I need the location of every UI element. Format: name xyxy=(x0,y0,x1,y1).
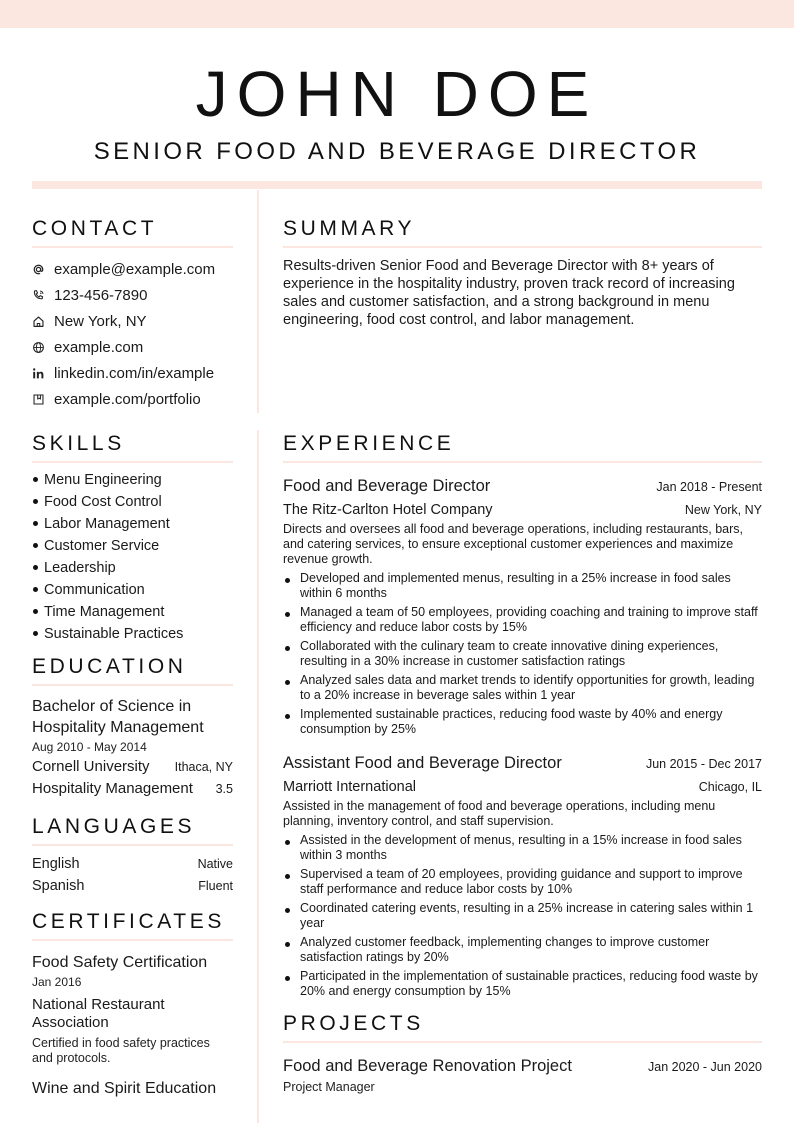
job-company-row xyxy=(283,500,762,520)
contact-website[interactable] xyxy=(32,334,233,360)
education-major-row xyxy=(32,778,233,800)
job-entry xyxy=(283,476,762,737)
languages-section xyxy=(32,816,233,897)
contact-website-text: example.com xyxy=(54,338,144,356)
job-title: Assistant Food and Beverage Director xyxy=(283,754,562,772)
certificate-org: National Restaurant Association xyxy=(32,996,165,1031)
resume-title: SENIOR FOOD AND BEVERAGE DIRECTOR xyxy=(93,138,701,165)
education-school-row xyxy=(32,756,233,778)
job-bullets xyxy=(283,571,762,737)
job-bullet: Analyzed sales data and market trends to identify opportunities for growth, leading to a 20% increase in beverage sales within 1 year xyxy=(283,673,762,703)
languages-heading: LANGUAGES xyxy=(32,816,233,846)
bullet-dot xyxy=(33,521,38,526)
project-dates: Jan 2020 - Jun 2020 xyxy=(648,1060,762,1074)
job-company: Marriott International xyxy=(283,779,416,795)
job-bullet: Analyzed customer feedback, implementing changes to improve customer satisfaction ratings by 20% xyxy=(283,935,762,965)
skill-label: Sustainable Practices xyxy=(44,626,184,642)
bullet-dot xyxy=(33,565,38,570)
job-bullet: Managed a team of 50 employees, providing coaching and training to improve staff efficiency and reduce labor costs by 15% xyxy=(283,605,762,635)
portfolio-icon xyxy=(32,393,45,406)
language-level: Native xyxy=(197,857,233,871)
language-level: Fluent xyxy=(198,879,233,893)
certificate-title: Food Safety Certification xyxy=(32,954,208,971)
bullet-dot xyxy=(33,499,38,504)
resume-name: JOHN DOE xyxy=(195,58,599,130)
contact-section xyxy=(32,218,233,412)
contact-email-text: example@example.com xyxy=(54,260,216,278)
bullet-dot xyxy=(33,631,38,636)
job-bullet: Developed and implemented menus, resulting in a 25% increase in food sales within 6 months xyxy=(283,571,762,601)
summary-heading: SUMMARY xyxy=(283,218,762,248)
skill-label: Leadership xyxy=(44,560,116,576)
home-icon xyxy=(32,315,45,328)
contact-phone-text: 123-456-7890 xyxy=(54,286,148,304)
job-bullet: Coordinated catering events, resulting in a 25% increase in catering sales within 1 year xyxy=(283,901,762,931)
skill-item xyxy=(32,579,233,601)
summary-section xyxy=(283,218,762,329)
language-name: Spanish xyxy=(32,878,85,894)
job-company-row xyxy=(283,777,762,797)
project-title: Food and Beverage Renovation Project xyxy=(283,1057,572,1075)
education-degree: Bachelor of Science in Hospitality Management xyxy=(32,698,204,736)
skill-label: Labor Management xyxy=(44,516,170,532)
skill-label: Customer Service xyxy=(44,538,160,554)
languages-list xyxy=(32,853,233,897)
skills-list xyxy=(32,469,233,645)
contact-list xyxy=(32,256,233,412)
language-name: English xyxy=(32,856,80,872)
education-heading: EDUCATION xyxy=(32,656,233,686)
projects-section xyxy=(283,1013,762,1094)
globe-icon xyxy=(32,341,45,354)
job-bullet: Collaborated with the culinary team to create innovative dining experiences, resulting in a 30% increase in customer satisfaction ratings xyxy=(283,639,762,669)
skill-item xyxy=(32,469,233,491)
job-location: Chicago, IL xyxy=(698,780,762,794)
job-bullet: Implemented sustainable practices, reducing food waste by 40% and energy consumption by 25% xyxy=(283,707,762,737)
column-divider-bottom xyxy=(257,430,259,1123)
job-location: New York, NY xyxy=(684,503,762,517)
experience-section xyxy=(283,433,762,1003)
contact-portfolio[interactable] xyxy=(32,386,233,412)
contact-linkedin-text: linkedin.com/in/example xyxy=(54,364,215,382)
job-description: Directs and oversees all food and beverage operations, including restaurants, bars, and catering services, to ensure exceptional customer experiences and maximize revenue growth. xyxy=(283,522,743,566)
top-accent-band xyxy=(0,0,794,28)
job-company: The Ritz-Carlton Hotel Company xyxy=(283,502,493,518)
bullet-dot xyxy=(33,587,38,592)
phone-icon xyxy=(32,289,45,302)
skill-item xyxy=(32,623,233,645)
skill-label: Communication xyxy=(44,582,145,598)
language-row xyxy=(32,875,233,897)
bullet-dot xyxy=(33,609,38,614)
project-header xyxy=(283,1056,762,1077)
job-title: Food and Beverage Director xyxy=(283,477,491,495)
contact-heading: CONTACT xyxy=(32,218,233,248)
education-location: Ithaca, NY xyxy=(174,760,233,774)
education-section xyxy=(32,656,233,800)
skill-item xyxy=(32,557,233,579)
contact-location xyxy=(32,308,233,334)
project-role: Project Manager xyxy=(283,1080,375,1094)
certificates-heading: CERTIFICATES xyxy=(32,911,233,941)
skill-item xyxy=(32,601,233,623)
education-dates: Aug 2010 - May 2014 xyxy=(32,740,147,754)
job-bullet: Supervised a team of 20 employees, providing guidance and support to improve staff performance and reduce labor costs by 10% xyxy=(283,867,762,897)
job-bullet: Participated in the implementation of sustainable practices, reducing food waste by 20% and energy consumption by 15% xyxy=(283,969,762,999)
linkedin-icon xyxy=(32,367,45,380)
experience-heading: EXPERIENCE xyxy=(283,433,762,463)
skills-heading: SKILLS xyxy=(32,433,233,463)
skill-item xyxy=(32,491,233,513)
certificate-desc: Certified in food safety practices and protocols. xyxy=(32,1036,210,1065)
summary-text: Results-driven Senior Food and Beverage Director with 8+ years of experience in the hospitality industry, proven track record of increasing sales and customer satisfaction, and a strong background in menu engineering, food cost control, and labor management. xyxy=(283,258,735,328)
education-school: Cornell University xyxy=(32,758,150,775)
bullet-dot xyxy=(33,477,38,482)
education-major: Hospitality Management xyxy=(32,780,193,797)
language-row xyxy=(32,853,233,875)
skill-label: Food Cost Control xyxy=(44,494,162,510)
job-bullet: Assisted in the development of menus, resulting in a 15% increase in food sales within 3 months xyxy=(283,833,762,863)
at-icon xyxy=(32,263,45,276)
job-description: Assisted in the management of food and beverage operations, including menu planning, inventory control, and staff supervision. xyxy=(283,799,716,828)
skill-item xyxy=(32,513,233,535)
skill-label: Menu Engineering xyxy=(44,472,162,488)
contact-location-text: New York, NY xyxy=(54,312,147,330)
job-dates: Jun 2015 - Dec 2017 xyxy=(645,757,762,771)
column-divider-top xyxy=(257,190,259,413)
certificate-date: Jan 2016 xyxy=(32,975,82,989)
contact-linkedin[interactable] xyxy=(32,360,233,386)
job-dates: Jan 2018 - Present xyxy=(656,480,762,494)
job-header xyxy=(283,753,762,774)
skills-section xyxy=(32,433,233,645)
projects-heading: PROJECTS xyxy=(283,1013,762,1043)
skill-label: Time Management xyxy=(44,604,165,620)
job-header xyxy=(283,476,762,497)
job-bullets xyxy=(283,833,762,999)
certificates-section xyxy=(32,911,233,1099)
job-entry xyxy=(283,753,762,999)
certificate-title: Wine and Spirit Education xyxy=(32,1080,217,1097)
skill-item xyxy=(32,535,233,557)
header-divider xyxy=(32,181,762,189)
contact-portfolio-text: example.com/portfolio xyxy=(54,390,201,408)
contact-phone[interactable] xyxy=(32,282,233,308)
education-gpa: 3.5 xyxy=(215,782,233,796)
bullet-dot xyxy=(33,543,38,548)
contact-email[interactable] xyxy=(32,256,233,282)
